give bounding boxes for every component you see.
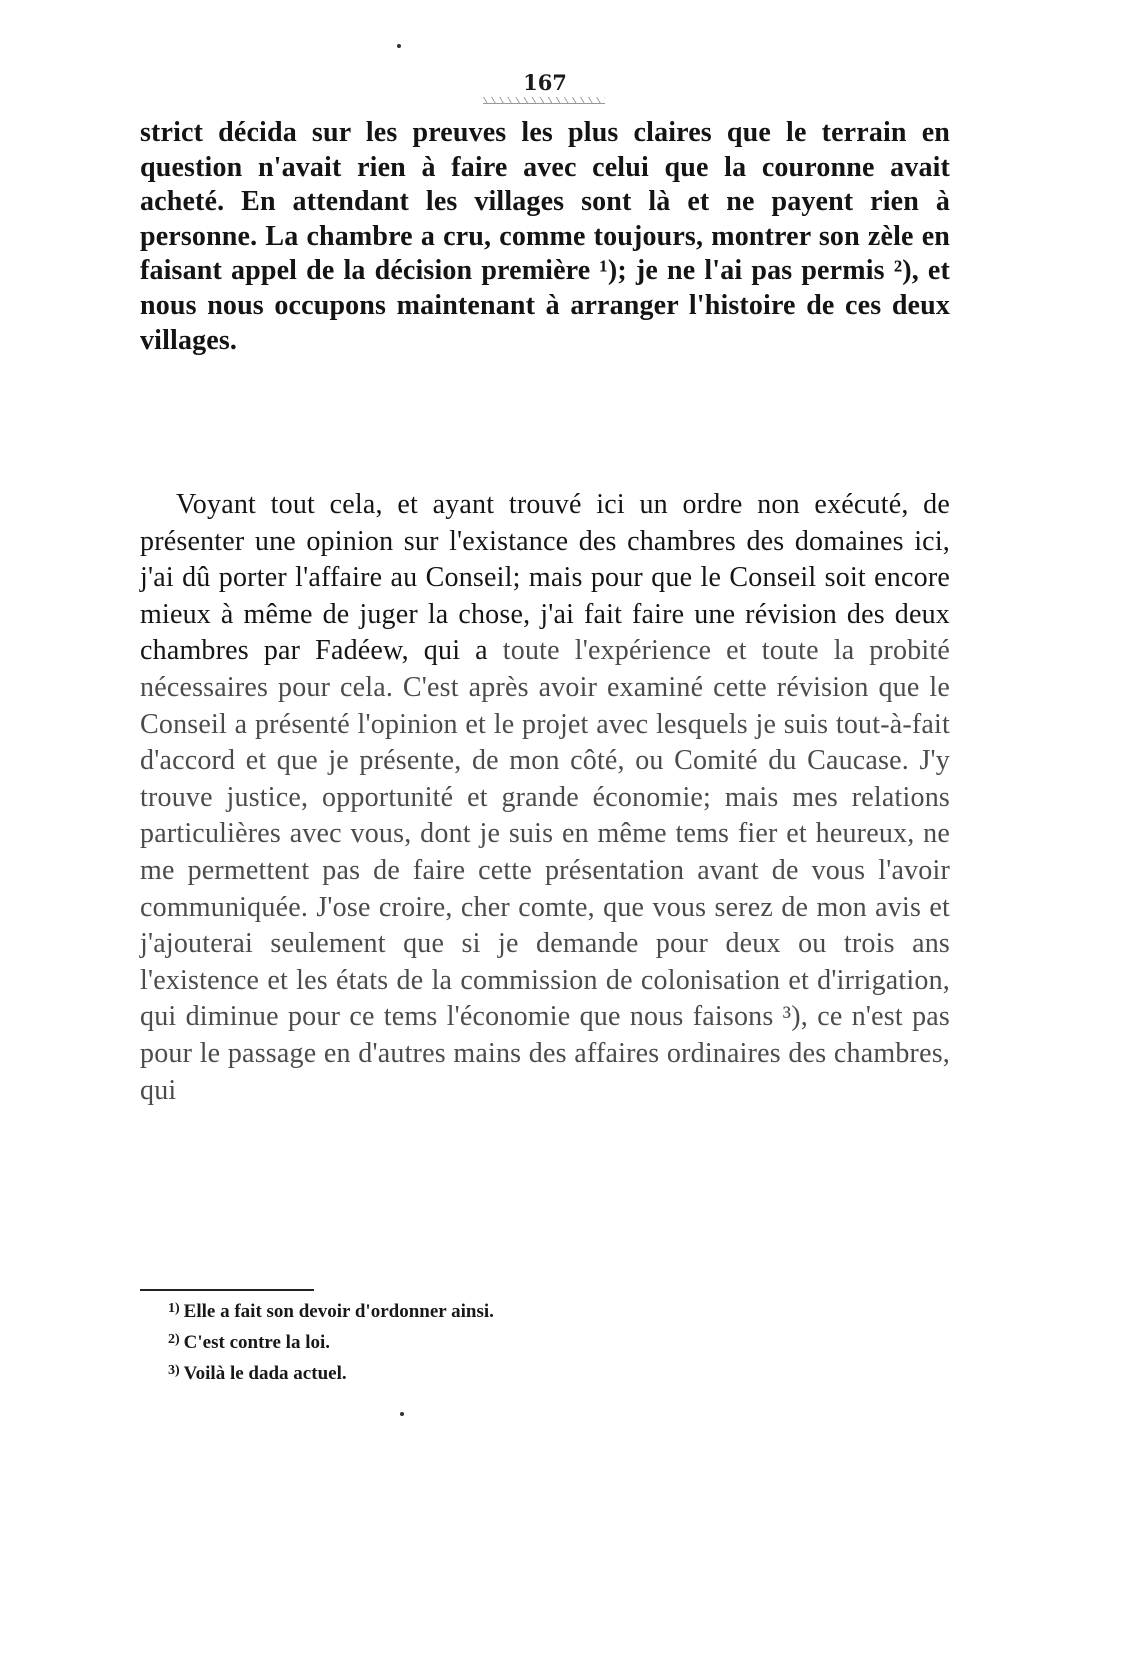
- footnote-2-text: C'est contre la loi.: [183, 1332, 331, 1353]
- footnote-1-text: Elle a fait son devoir d'ordonner ainsi.: [183, 1301, 494, 1322]
- paragraph-main-lower: toute l'expérience et toute la probité nécessaires pour cela. C'est après avoir examiné cette révision que le Conseil a présenté l'opinion et le projet avec lesquels je suis tout-à-fait d'accord et que je présente, de mon côté, ou Comité du Caucase. J'y trouve justice, opportunité et grande économie; mais mes relations particulières avec vous, dont je suis en même tems fier et heureux, ne me permettent pas de faire cette présentation avant de vous l'avoir communiquée. J'ose croire, cher comte, que vous serez de mon avis et j'ajouterai seulement que si je demande pour deux ou trois ans l'existence et les états de la commission de colonisation et d'irrigation, qui diminue pour ce tems l'économie que nous faisons ³), ce n'est pas pour le passage en d'autres mains des affaires ordinaires des chambres, qui: [140, 635, 951, 1106]
- paragraph-continued: strict décida sur les preuves les plus claires que le terrain en question n'avait rien à faire avec celui que la couronne avait acheté. En attendant les villages sont là et ne payent rien à personne. La chambre a cru, comme toujours, montrer son zèle en faisant appel de la décision première ¹); je ne l'ai pas permis ²), et nous nous occupons maintenant à arranger l'histoire de ces deux villages.: [140, 117, 950, 356]
- paragraph-main-upper: Voyant tout cela, et ayant trouvé ici un ordre non exécuté, de présenter une opinion sur l'existance des chambres des domaines ici, j'ai dû porter l'affaire au Conseil; mais pour que le Conseil soit encore mieux à même de juger la chose, j'ai fait faire une révision des deux chambres par Fadéew, qui a: [140, 489, 950, 667]
- footnote-separator: [140, 1289, 314, 1291]
- footnote-2: [168, 1326, 868, 1357]
- footnote-2-mark: 2): [168, 1332, 180, 1347]
- paragraph-main: [140, 487, 950, 1109]
- footnote-1: [168, 1295, 868, 1326]
- footnote-3-mark: 3): [168, 1363, 180, 1378]
- footnote-1-mark: 1): [168, 1301, 180, 1316]
- footnotes: [168, 1295, 868, 1388]
- page-number-ornament: [483, 97, 605, 104]
- ink-speck: [397, 44, 401, 48]
- ink-speck: [400, 1412, 404, 1416]
- footnote-3-text: Voilà le dada actuel.: [183, 1363, 347, 1384]
- page-number: 167: [523, 70, 567, 95]
- footnote-3: [168, 1357, 868, 1388]
